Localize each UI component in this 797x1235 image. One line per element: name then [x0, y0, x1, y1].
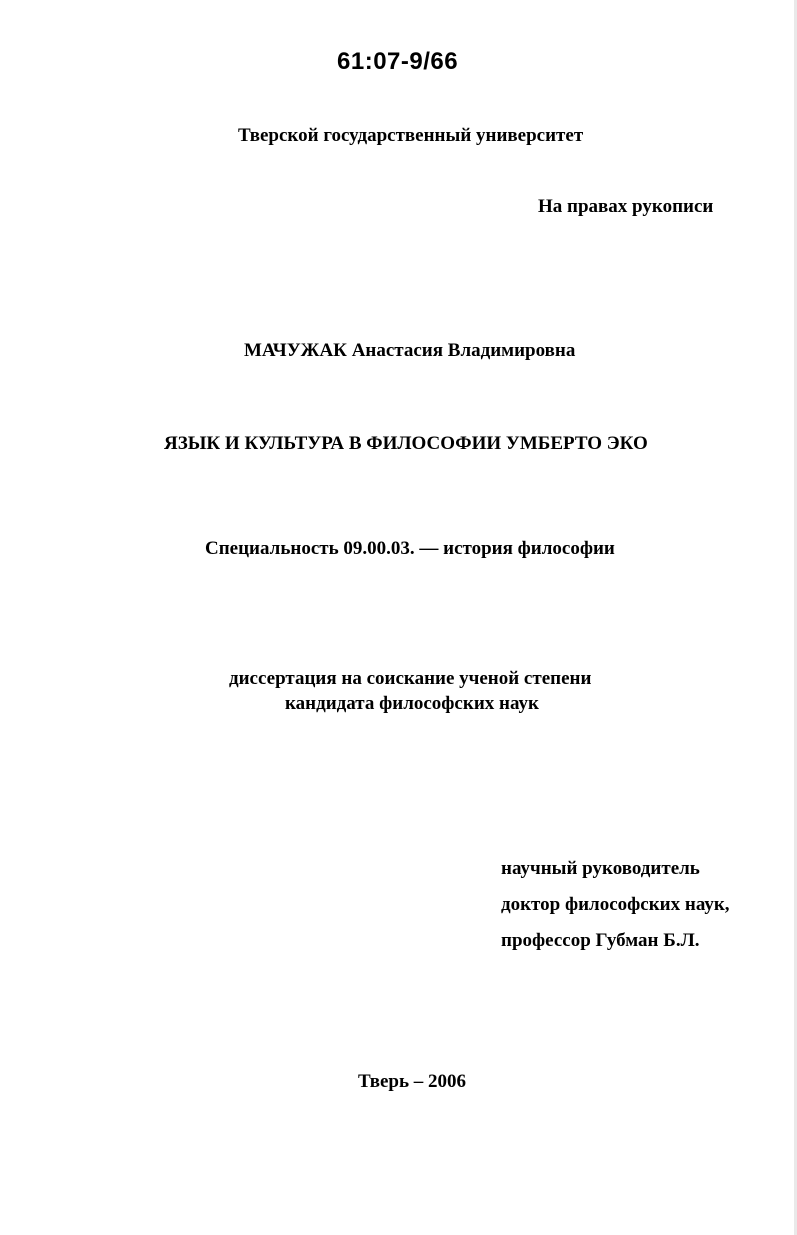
rights-note: На правах рукописи [538, 196, 714, 217]
specialty-line: Специальность 09.00.03. — история философии [205, 538, 615, 559]
dissertation-title: ЯЗЫК И КУЛЬТУРА В ФИЛОСОФИИ УМБЕРТО ЭКО [164, 433, 648, 454]
place-and-year: Тверь – 2006 [358, 1071, 467, 1092]
supervisor-line-1: научный руководитель [501, 858, 700, 879]
author-name: МАЧУЖАК Анастасия Владимировна [244, 340, 576, 361]
catalog-number: 61:07-9/66 [337, 48, 459, 75]
degree-line-2: кандидата философских наук [285, 693, 539, 714]
institution-name: Тверской государственный университет [238, 125, 584, 146]
supervisor-line-2: доктор философских наук, [501, 894, 730, 915]
degree-line-1: диссертация на соискание ученой степени [229, 668, 592, 689]
supervisor-line-3: профессор Губман Б.Л. [501, 930, 700, 951]
